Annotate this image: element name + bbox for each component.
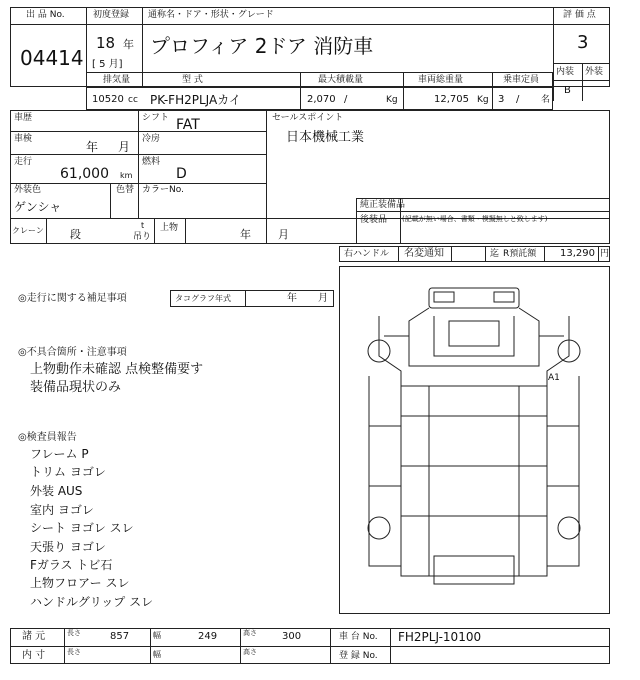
mileage-unit: km bbox=[120, 171, 133, 180]
recycle-value: 13,290 bbox=[560, 248, 595, 259]
model-code: PK-FH2PLJAカイ bbox=[150, 93, 241, 107]
name-change-box bbox=[451, 246, 486, 262]
body-year: 年 bbox=[240, 228, 251, 241]
damage-mark: A1 bbox=[548, 373, 560, 383]
first-reg-label: 初度登録 bbox=[93, 10, 130, 20]
displacement: 10520 bbox=[92, 94, 124, 105]
reg-no-label: 登 録 No. bbox=[339, 651, 378, 661]
defect-line-1: 上物動作未確認 点検整備要す bbox=[30, 362, 204, 377]
model-code-label: 型 式 bbox=[182, 75, 203, 85]
reg-year-unit: 年 bbox=[123, 38, 134, 51]
recycle-prefix: 迄 bbox=[490, 249, 500, 259]
recycle-unit: 円 bbox=[600, 249, 610, 259]
displacement-unit: cc bbox=[128, 95, 138, 105]
model-name-label: 通称名・ドア・形状・グレード bbox=[148, 10, 274, 20]
inspection-month: 月 bbox=[118, 140, 131, 154]
crane-stage: 段 bbox=[70, 228, 81, 241]
interior-label: 内装 bbox=[556, 67, 575, 77]
grade-value: 3 bbox=[577, 32, 589, 53]
width-label: 幅 bbox=[153, 631, 161, 640]
inspector-line: トリム ヨゴレ bbox=[30, 465, 106, 479]
gvw: 12,705 bbox=[434, 94, 469, 105]
driving-notes-label: ◎走行に関する補足事項 bbox=[18, 293, 127, 304]
inspector-line: シート ヨゴレ スレ bbox=[30, 521, 134, 535]
inspection-year: 年 bbox=[86, 140, 99, 154]
chassis-no: FH2PLJ-10100 bbox=[398, 630, 482, 644]
body-month: 月 bbox=[278, 228, 289, 241]
inspector-line: 室内 ヨゴレ bbox=[30, 503, 94, 517]
mileage-label: 走行 bbox=[14, 157, 33, 167]
truck-outline-diagram bbox=[339, 266, 610, 614]
capacity-sep: / bbox=[516, 94, 520, 105]
recycle-label: R預託額 bbox=[503, 249, 537, 259]
tacho-label: タコグラフ年式 bbox=[175, 294, 231, 303]
gvw-unit: Kg bbox=[477, 95, 489, 105]
color-change-label: 色替 bbox=[116, 185, 135, 195]
fuel-value: D bbox=[176, 166, 187, 182]
sales-point: 日本機械工業 bbox=[286, 130, 365, 145]
lot-no: 04414 bbox=[20, 46, 84, 70]
capacity: 3 bbox=[498, 94, 505, 105]
shift-value: FAT bbox=[176, 117, 200, 133]
crane-label: クレーン bbox=[12, 226, 44, 235]
sales-point-label: セールスポイント bbox=[272, 113, 344, 123]
aftermarket-label: 後装品 bbox=[360, 215, 388, 225]
max-load-sep: / bbox=[344, 94, 348, 105]
gvw-label: 車両総重量 bbox=[418, 75, 464, 85]
tacho-year: 年 bbox=[287, 293, 297, 304]
chassis-label: 車 台 No. bbox=[339, 632, 378, 642]
fuel-label: 燃料 bbox=[142, 157, 161, 167]
mileage: 61,000 bbox=[60, 166, 109, 182]
crane-ton-top: t bbox=[141, 221, 145, 230]
ac-label: 冷房 bbox=[142, 134, 161, 144]
exterior-color-label: 外装色 bbox=[14, 185, 42, 195]
genuine-equip-label: 純正装備品 bbox=[360, 200, 406, 210]
length: 857 bbox=[110, 631, 130, 642]
defects-label: ◎不具合箇所・注意事項 bbox=[18, 347, 127, 358]
capacity-label: 乗車定員 bbox=[503, 75, 540, 85]
body-label: 上物 bbox=[160, 223, 179, 233]
length-label: 長さ bbox=[67, 629, 81, 637]
width: 249 bbox=[198, 631, 218, 642]
height: 300 bbox=[282, 631, 302, 642]
height-label: 高さ bbox=[243, 629, 257, 637]
color-no-label: カラーNo. bbox=[142, 185, 184, 195]
aftermarket-note: (記載が無い場合、書類・模擬無しと致します) bbox=[402, 215, 548, 223]
inspector-line: フレーム P bbox=[30, 447, 89, 461]
inspector-line: 上物フロアー スレ bbox=[30, 576, 130, 590]
max-load-label: 最大積載量 bbox=[318, 75, 364, 85]
inspection-label: 車検 bbox=[14, 134, 33, 144]
exterior-label: 外装 bbox=[585, 67, 604, 77]
exterior-color: ゲンシャ bbox=[14, 200, 62, 214]
inner-width-label: 幅 bbox=[153, 650, 161, 659]
interior-grade: B bbox=[564, 85, 571, 96]
defect-line-2: 装備品現状のみ bbox=[30, 380, 122, 395]
shift-label: シフト bbox=[142, 113, 170, 123]
inner-dims-label: 内 寸 bbox=[22, 650, 46, 661]
max-load-unit: Kg bbox=[386, 95, 398, 105]
inner-length-label: 長さ bbox=[67, 648, 81, 656]
inspector-line: ハンドルグリップ スレ bbox=[30, 595, 154, 609]
rhd-label: 右ハンドル bbox=[344, 249, 390, 259]
model-name: プロフィア 2ドア 消防車 bbox=[150, 34, 374, 58]
history-label: 車歴 bbox=[14, 113, 33, 123]
grade-label: 評 価 点 bbox=[563, 10, 596, 20]
max-load: 2,070 bbox=[307, 94, 336, 105]
crane-ton-bottom: 吊り bbox=[133, 232, 152, 242]
reg-year: 18 bbox=[96, 34, 116, 52]
name-change-label: 名変通知 bbox=[404, 248, 444, 259]
lot-no-label: 出 品 No. bbox=[26, 10, 65, 20]
displacement-label: 排気量 bbox=[103, 75, 131, 85]
inner-height-label: 高さ bbox=[243, 648, 257, 656]
inspector-line: 天張り ヨゴレ bbox=[30, 540, 106, 554]
inspector-line: Fガラス トビ石 bbox=[30, 558, 113, 572]
dims-label: 諸 元 bbox=[22, 631, 46, 642]
inspector-line: 外装 AUS bbox=[30, 484, 83, 498]
inspector-label: ◎検査員報告 bbox=[18, 432, 77, 443]
reg-month: [ 5 月] bbox=[92, 59, 123, 70]
tacho-month: 月 bbox=[318, 293, 328, 304]
capacity-unit: 名 bbox=[541, 95, 551, 105]
